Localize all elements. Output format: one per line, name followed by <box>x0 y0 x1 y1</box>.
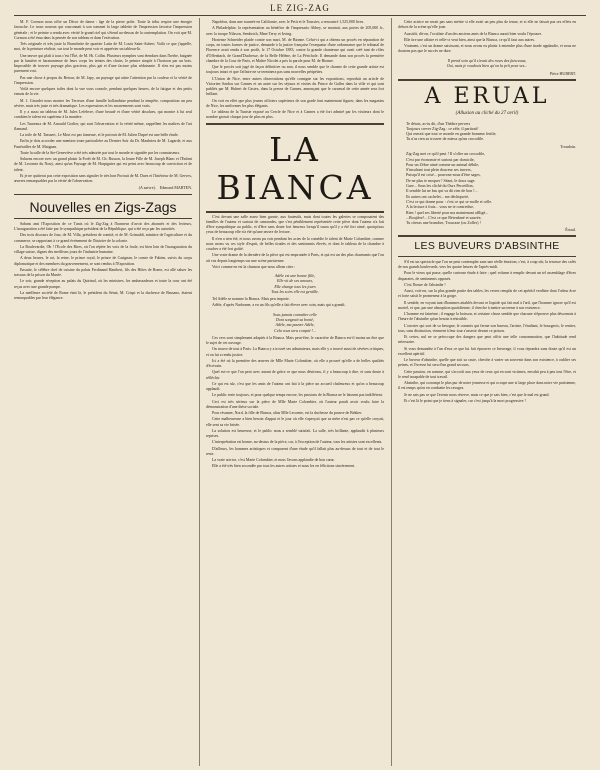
divider <box>206 211 384 213</box>
verse-line: Elle change tous les jours <box>274 283 316 289</box>
news-body <box>206 20 384 121</box>
verse-line: Sous jamais connaître celle <box>273 311 317 317</box>
paragraph: Ensuite, le célèbre chef de cuisine du palais Ferdinand Hanibert, fils des Hôtes de Rome, est allé saluer les travaux de la prison du Musée. <box>14 267 192 277</box>
paragraph: Enfin je dois accorder une mention toute particulière au Dernier Soir du Dr. Maubrieu de M. Lagarde, et aux Funérailles de M. Maignan. <box>14 139 192 149</box>
paragraph: Saluons encore avec un grand plaisir la Forêt de M. Ch. Busson, la Jeune Fille de M. Joseph Blanc et l'Enfant de M. Lecomte du Nouÿ, ainsi qu'un Paysage de M. Harpignies qui est peint avec beaucoup de conviction et de talent. <box>14 157 192 172</box>
paragraph: La toile de M. Tassaert, Le Mort est pas fameuse, et le portrait de M. Julien Dupré est une belle étude. <box>20 133 179 137</box>
paragraph: Elle a été très bien secondée par tous les autres artistes et nous les en félicitons sincèrement. <box>212 464 356 469</box>
paragraph: La Boulevardie, Oh ! l'Ecole des Rires, où l'on répète les voix de la foule, est bien loin de l'inauguration du village suisse, dignes des meilleurs jours de l'industrie humaine. <box>14 244 192 254</box>
bianca-body-3 <box>206 336 384 470</box>
paragraph: Quel est-ce que l'on peut avec autant de grâce ce que nous désirions, il y a beaucoup à dire, et sans doute à réfléchir. <box>206 370 384 380</box>
paragraph: La vraie actrice, c'est Marie Colombier, et nous l'avons applaudie de bon cœur. <box>212 458 335 463</box>
buveurs-body <box>398 260 576 404</box>
paragraph: On voit en effet que plus jeunes officiers supérieurs de son grade font maintenant figurer, dans les magasins de Nice, les uniformes les plus élégants. <box>206 98 384 108</box>
paragraph: Et certes, nul ne se préoccupe des dangers que peut offrir une telle consommation, que l'habitude rend nécessaire. <box>398 335 576 345</box>
paragraph: Il n'en a rien été, et nous avons pu voir pendant les actes de la comédie le talent de Marie Colombier, comme nous avons vu ces style d'esprit, de belles tirades et des sentiments élevés, et dont le tableau de la chambre à coucher a été fort goûté. <box>206 236 384 251</box>
paragraph: Une œuvre qui plaît à tous c'est l'Été, de M. Hi. Collin. Plusieurs nymphes sont étendues dans l'herbe, baignée par la lumière et harmonieuse de leurs corps les teintes des chairs, le peintre simple à l'horizon par un bois. Impossible de trouver paysage plus gracieux, plus gai et d'une facture plus séduisante. Il n'en est pas moins purement vrai. <box>14 53 192 74</box>
paragraph: Napoléon, dans une tournée en Californie, avec le Petit et le Toursier, a rencontré 1,525,000 lives. <box>212 20 365 24</box>
quote-verse <box>398 58 576 69</box>
verse-line: Il prend soin qu'il s'avait des roses des faisceaux, <box>447 57 527 63</box>
paragraph: Une vraie drame de la dernière de la pièce qui est empruntée à Paris, et qui est un des plus charmants que l'on ait vus depuis longtemps sur une scène parisienne. <box>206 253 384 263</box>
poem-line: Zig-Zag met ce qu'il peut ! Il s'offre un crocodile, <box>406 151 486 157</box>
paragraph: Et je ne quitterai pas cette exposition sans signaler le très bon Portrait de M. Duez et l'Intérieur de M. Gervex, œuvres remarquables par la vérité de l'observation. <box>14 173 192 183</box>
heading-nouvelles: Nouvelles en Zigs-Zags <box>29 198 177 215</box>
poem-stanza-1 <box>398 121 576 142</box>
divider <box>398 256 576 257</box>
paragraph: M. J. Girardet nous montre les Terreurs d'une famille hollandaise pendant la tempête, composition un peu sévère, mais très juste et très dramatique. Les expressions et les mouvements sont vrais. <box>14 98 192 108</box>
paragraph: L'Union de Nice, entre autres observations qu'elle consigne sur les expositions, reproduit un article de Victorien Sardou sur Cannes et un autre sur les séjours et visites du Prince de Galles dans la ville et qui sont publiés par M. Hubert de Castex, dans la presse de Cannes, annonçant que le carnaval de cette année sera fort brillant. <box>206 76 384 97</box>
heading-la-bianca: LA BIANCA <box>216 129 374 207</box>
column-3 <box>398 20 576 766</box>
poem-line: Ils autres ont cachelet... me déchiqueté, <box>406 193 469 199</box>
paragraph: C'est l'heure de l'absinthe ! <box>404 282 446 287</box>
column-1 <box>14 20 192 766</box>
paragraph: On trouve de tout à Paris. La Bianca y a trouvé ses admirateurs, mais elle y a trouvé aussi de sévères critiques, et on lui a rendu justice. <box>206 347 384 357</box>
paragraph: Le buveur d'absinthe, quelle que soit sa caste, cherche à varier un souvenir dans son existence, à oublier ses peines, et l'ivresse lui sera d'un grand secours. <box>398 358 576 368</box>
paragraph: Hortense Schneider plaide contre son mari, M. de Bionne. Celui-ci qui a obtenu un procès en séparation de corps, en toutes formes de justice, demande à la justice française l'exequatur d'une ordonnance que le tribunal de Florence avait rendu à son profit, le 17 Octobre 1883, contre la grande chanteuse qui avait créé tant de rôles d'Offenbach, de Grand'Duchesse, de la Belle Hélène, de La Périchole. Il demande dans son procès la première chambre de la Cour de Paris, et Maître Nicolet a pris la parole pour M. de Bionne. <box>206 37 384 63</box>
author-signature: Edmond MARTEN. <box>159 185 192 191</box>
poem-stanza-2 <box>398 151 576 225</box>
subtitle-erual: (Allusion au cliché du 27 avril) <box>455 110 519 116</box>
verse-line: Tous les soirs elle est gentille. <box>271 288 319 294</box>
paragraph: L'ouvrier qui sort de sa besogne, le commis qui ferme son bureau, l'artiste, l'étudiant, le bourgeois, le rentier, tous, sans distinction, viennent à leur tour s'asseoir devant ce poison. <box>398 323 576 333</box>
verse-line: Elle vit de ses amours, <box>276 278 314 284</box>
divider <box>398 235 576 237</box>
poem-line: Rien ! quel ses liberté pour ma maintenant affligé... <box>406 209 489 215</box>
poem-line: Toujours crever Zig-Zag : ce zèle, il partirait! <box>406 125 479 131</box>
paragraph: Cette passion, en somme, qui s'accroît aux yeux de ceux qui en sont victimes, envahit peu à peu tout l'être, et le rend incapable de tout travail. <box>398 369 576 379</box>
bianca-body <box>206 215 384 271</box>
poem-line: Tu n'as rien su trouver de mieux qu'un crocodile. <box>406 136 485 142</box>
top-rule <box>14 15 586 16</box>
salon-review-body <box>14 20 192 184</box>
paragraph: D'ailleurs, les hommes artistiques et composent d'une étude qu'il fallait plus au-dessus de tout et de tout le reste. <box>206 446 384 456</box>
paragraph: Je ne sais pas ce que l'avenir nous réserve, mais ce que je sais bien, c'est que le mal est grand. <box>404 392 550 397</box>
paragraph: L'interprétation est bonne, au-dessus de la pièce, car, à l'exception de l'auteur, tous les artistes sont excellents. <box>212 440 383 445</box>
paragraph: S'il est un spectacle que l'on ne peut contempler sans une réelle émotion, c'est, à coup sûr, la terrasse des cafés de nos grands boulevards, vers les quatre heures de l'après-midi. <box>398 259 576 270</box>
paragraph: Le soir, grande réception au palais du Quirinal, où les ministres, les ambassadeurs et toute la cour ont été reçus avec une grande pompe. <box>14 279 192 289</box>
column-2 <box>206 20 384 766</box>
signature: Ériaul. <box>565 227 576 233</box>
verse-line: Dont songeait sa bonté, <box>276 316 314 322</box>
poem-line: Tu citeras une brancher, Troucaze (ou Zoller) ! <box>406 220 481 226</box>
paragraph: M. F. Cormon nous offre un Décor de danse : âge de la pierre polie. Toute la tribu respire une énergie farouche. Le tronc noueux qui couronnait à son sommet la large tablette de l'impression favorise l'impression générale ; et le peintre a rendu avec vérité le grand ciel qui s'étend au-dessus de la contemplation. On voit que M. Cormon a été ému dans la pensée de son tableau et dans l'exécution. <box>14 20 192 40</box>
paragraph: A deux heures, le roi, la reine, le prince royal, le prince de Carignan, le comte de Fabien, suivis du corps diplomatique et des membres du gouvernement, se sont rendus à l'Exposition. <box>14 256 192 266</box>
column-separator <box>391 18 392 766</box>
paragraph: Aussi, voit-on, sur la plus grande partie des tables, les verres remplis de cet apéritif verdâtre dont l'odeur âcre et forte saisit le promeneur à la gorge. <box>398 289 576 299</box>
poem-line: Il semble lui ne bas qui va dit rien de bon !... <box>406 188 478 194</box>
divider <box>206 123 384 125</box>
poem-line: Te dérais, as-tu dit, d'un Théâtre pervers <box>406 120 471 126</box>
paragraph: Pour le vieux qui passe, quelle curieuse étude à faire ; quel volume à remplir devant un tel assemblage d'êtres disparates, de sentiments opposés. <box>398 271 576 281</box>
poem-line: C'est ce qui donne pour : c'est ce qui se molle et celle. <box>406 198 493 204</box>
paragraph: Très originale et très juste la Branchette de quartier Latin de M. Louis Saint-Aubert. Voilà ce que j'appelle, moi, de la peinture réaliste, sur tout le monde peut voir et apprécier un tableau-là. <box>14 42 192 52</box>
poem-line: A la lecture à frais... vous ne te contredise, <box>406 204 474 210</box>
poem-line: S'insultant tout plein douceur ses travers, <box>406 167 472 173</box>
paragraph: Vraiment, c'est un drame saisissant, et nous avons eu plaisir à entendre plus d'une tirade applaudie, et nous ne doutons pas que le succès ne dure. <box>398 44 576 54</box>
sig-suivre: (A suivre). <box>138 185 156 191</box>
paragraph: Ici a été où la première des œuvres de Mlle Marie Colombier, où elle a prouvé qu'elle a de belles qualités d'écrivain. <box>206 358 384 369</box>
poem-line: Puisqu'il est crisé... pouvons-nous d'être sages, <box>406 172 481 178</box>
poem-line: Pour un Zèbre aimé comme un animal débile, <box>406 161 480 167</box>
paragraph: Cette malheureuse a bien besoin d'appui et le jour où elle s'aperçoit que sa mère n'est pas ce qu'elle croyait, elle sent sa vie brisée. <box>206 417 384 427</box>
nouvelles-body <box>14 222 192 302</box>
paragraph: Voilà encore quelques toiles dont la vue vous console, pendant quelques heures, de la fatigue et des petits ennuis de la vie. <box>14 87 192 97</box>
heading-buveurs-absinthe: LES BUVEURS D'ABSINTHE <box>414 239 560 252</box>
divider <box>398 79 576 81</box>
paragraph: Ce qui est sûr, c'est que les amis de l'auteur ont fait à la pièce un accueil chaleureux et qu'on a beaucoup applaudi. <box>206 381 384 392</box>
heading-a-erual: A ERUAL <box>424 83 550 109</box>
paragraph: Il y a aussi un tableau de M. Jules Lefebvre, d'une beauté et d'une vérité absolues, qui montre à lui seul combien le talent est supérieur à la manière. <box>14 110 192 120</box>
verse-line: Adèle, ma pauvre Adèle, <box>275 322 315 328</box>
paragraph: Si vous demandez à l'un d'eux ce que lui fait éprouver ce breuvage, il vous répondra sans doute qu'il est un excellent apéritif. <box>398 346 576 356</box>
paragraph: Pour résumer, Nord, la fille de Bianca, alias Mlle Lecomte, est la duchesse du pauvre de Bekker. <box>212 411 363 416</box>
continuation-body <box>398 20 576 55</box>
paragraph: Adèle, d'après Narbonne, a eu un fils qu'elle a fait élever avec soin, mais qui a grandi. <box>212 303 346 308</box>
verse-line: Oui, mais je voudrais bien qu'on la prît pour ses... <box>446 62 528 68</box>
signature: Pièce HUBERT. <box>549 71 576 77</box>
signature: Troudoin. <box>560 143 576 149</box>
song-verse <box>206 273 384 294</box>
poem-line: Gare... Sous les cliché du Ours Perceillon, <box>406 183 474 189</box>
poem-line: Qui oserait que tout ce monde en grande honneur fertile, <box>406 131 497 137</box>
paragraph: Tel Adèle se nomme la Bianca. Mais peu importe. <box>212 297 290 302</box>
poem-line: De ne plus te moquer ! Séant, le doux sage. <box>406 177 476 183</box>
paragraph: Toute la salle de la Ste-Geneviève a été très admirée par tout le monde et signalée par les connaisseurs. <box>20 150 181 155</box>
paragraph: La solution est heureuse, et le public nous a semblé satisfait. La salle, très brillante, applaudit à plusieurs reprises. <box>206 428 384 439</box>
paragraph: Le public reste toujours, et pour quelque temps encore, les passions de la Bianca ne le laissent pas indifférent. <box>212 393 383 398</box>
paragraph: Elle tire une affaire et celle-ci veut bien, ainsi que la Bianca, ce qu'il faut aux autres. <box>404 37 536 42</box>
paragraph: L'homme est fainéant ; il engage la boisson, et certaine classe semble que chacune n'éprouve plus désormais à l'heure de l'absinthe qu'un besoin irrésistible. <box>398 312 576 322</box>
paragraph: Aussitôt, dit-on, l'oculiste d'un des anciens amis de la Bianca aurait bien voulu l'épouser. <box>404 31 542 36</box>
paragraph: Et c'est là le point que je tiens à signaler, car c'est jusqu'à la mort progressive ! <box>404 398 526 403</box>
verse-line: Cela vous sera compté !... <box>274 327 316 333</box>
paragraph: Absinthe, qui corrompt le plus pur de notre jeunesse et qui occupe une si large place dans notre vie parisienne, il est temps qu'on en combatte les ravages. <box>398 381 576 391</box>
paragraph: Cette actrice ne serait pas sans mérite si elle avait un peu plus de tenue, et si elle ne faisait pas ses effets en dehors de la scène qu'elle joue. <box>398 20 576 30</box>
paragraph: Ceci est très sérieux sur la pièce de Mlle Marie Colombier, où l'auteur paraît avoir voulu faire la démonstration d'une thèse sociale. <box>206 399 384 409</box>
divider <box>14 194 192 195</box>
paragraph: Que le procès soit jugé de façon définitive ou non, il nous semble que le charme de cette grande artiste est toujours intact et que l'affaire ne se terminera pas sans nouvelles péripéties. <box>206 65 384 75</box>
paragraph: La meilleure société de Rome était là, le président du Sénat, M. Crispi et la duchesse de Bassano, étaient remarquables par leur élégance. <box>14 290 192 300</box>
masthead: LE ZIG-ZAG <box>270 3 330 13</box>
paragraph: Ces vers sont simplement adaptés à la Bianca. Mais peut-être, le caractère de Bianca est-il moins un être que le sujet de cet ouvrage. <box>206 335 384 346</box>
paragraph: Le tableau de la Tunisie exposé au Cercle de Nice et à Cannes a été fort admiré par les visiteurs dont le nombre grossit chaque jour de plus en plus. <box>206 110 384 120</box>
paragraph: A Philadelphie, la représentation au bénéfice de l'impresario Abbey, se montait, aux portes de 205,000 fr., avec la troupe Nilsson, Sembrich, Mme Terry et Irving. <box>206 26 384 36</box>
bianca-body-2 <box>206 297 384 309</box>
paragraph: Des trois discours de Jour, de M. Villa, président de comité, et de M. Grimaldi, ministre de l'agriculture et du commerce, se rapportant à ce grand événement de l'histoire de la colonie. <box>14 233 192 243</box>
verse-line: Adèle est une bonne fille, <box>274 273 316 278</box>
paragraph: Voici comme en est la chanson que nous allons citer : <box>212 264 296 269</box>
divider <box>14 218 192 219</box>
paragraph: Sabans ami l'Exposition de ce Tunis où le Zig-Zag à l'honneur d'avoir des abonnés et des lecteurs, L'inauguration a été faite par le sympathique président de la République, qui a été reçu par les autorités. <box>14 221 192 231</box>
paragraph: Les Taureaux de M. Arnauld Gorlier, qui sont l'observation et la vérité même, rappellent les maîtres de l'art flamand. <box>14 121 192 131</box>
paragraph: Pas une chose à propos du Retour, de M. Japy, un paysage qui attire l'attention par la couleur et la vérité de l'impression. <box>14 75 192 85</box>
poem-line: ...Boujière!... C'est ce que Bérenkmé et sauvée, <box>406 214 482 220</box>
paragraph: Il semble, en voyant tant d'hommes attablés devant ce liquide qui fait mal à l'œil, que l'homme ignore qu'il est mortel, et que, par une absorption quotidienne, il cherche à mettre un terme à son existence. <box>398 300 576 310</box>
signature <box>14 185 192 191</box>
paragraph: C'est devant une salle assez bien garnie, aux fauteuils, mais dont toutes les galeries se composaient des familles de l'auteur et surtout de camarades, que s'est péniblement représentée cette pièce dont l'auteur n'a fait d'être sympathique au public, et d'être sans doute fort heureux lorsqu'il saura qu'il y a été fort aimé, quoiqu'aux yeux de beaucoup elle n'a été qu'une œuvre de lecture. <box>206 214 384 235</box>
column-separator <box>199 18 200 766</box>
song-verse-2 <box>206 312 384 333</box>
poem-line: C'est par économie et surtout par domicile, <box>406 156 475 162</box>
